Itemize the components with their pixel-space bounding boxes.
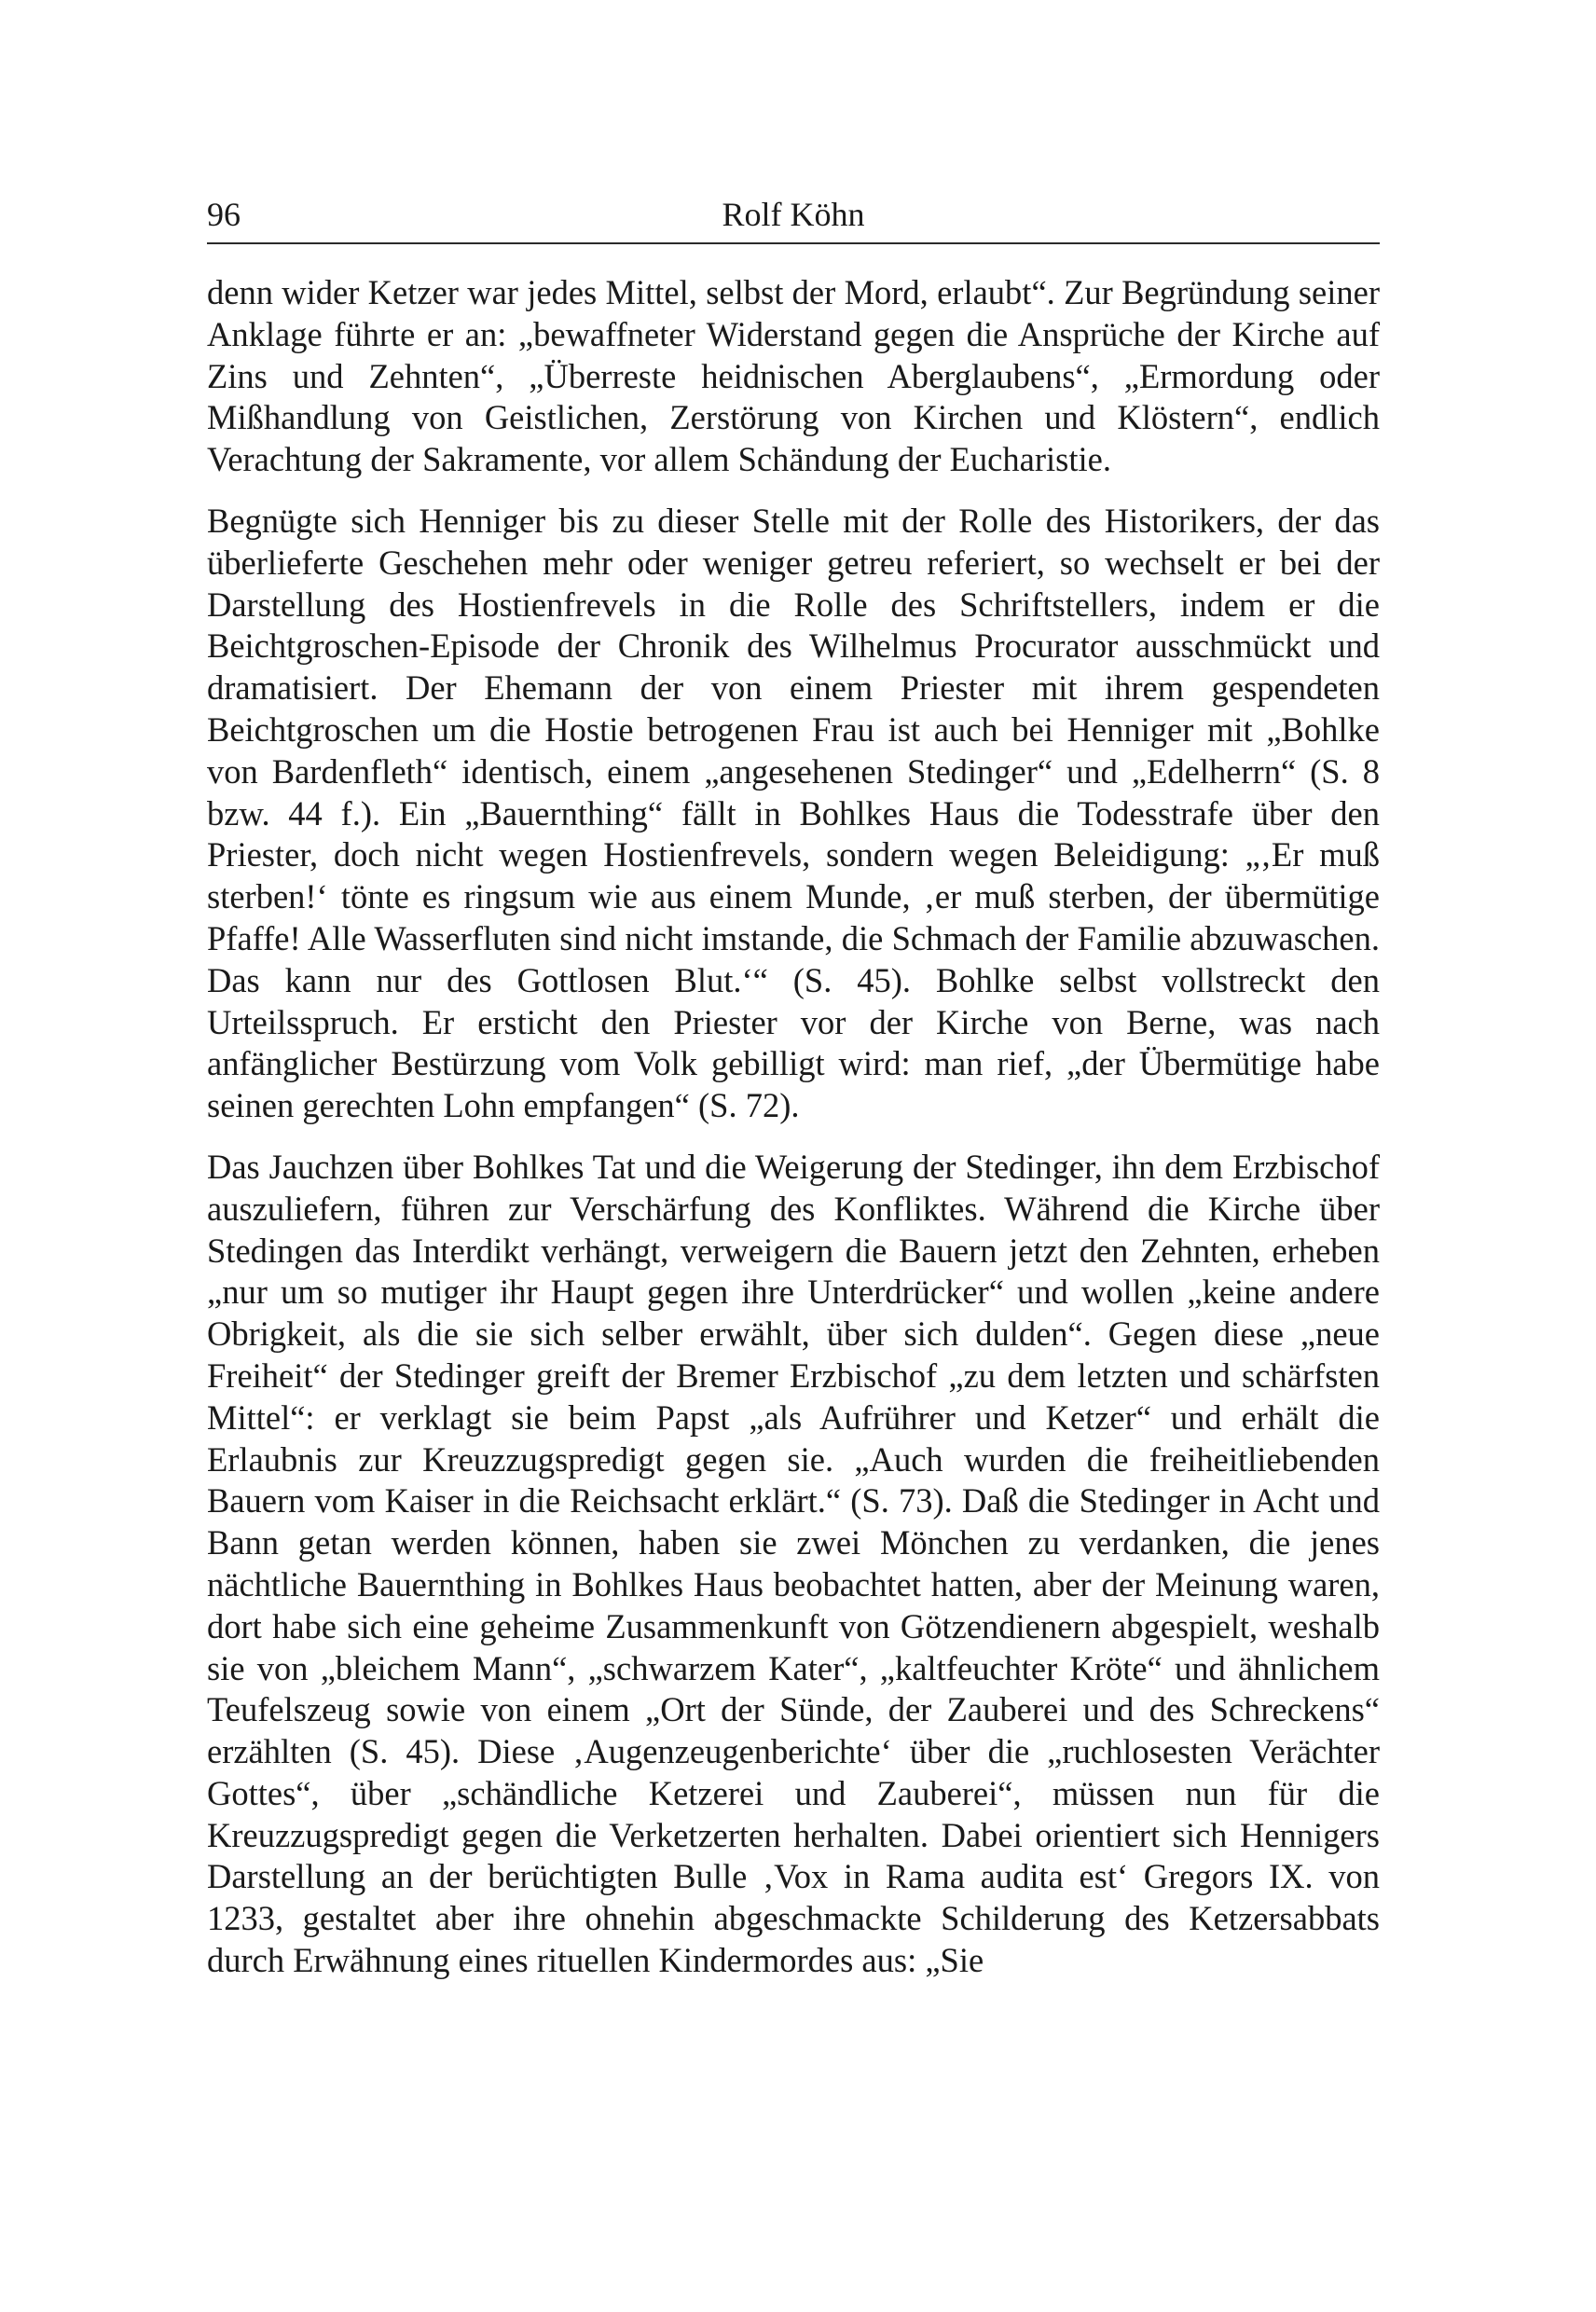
running-head xyxy=(207,186,1380,244)
running-title: Rolf Köhn xyxy=(722,196,865,233)
paragraph-1: denn wider Ketzer war jedes Mittel, selbst der Mord, erlaubt“. Zur Begründung seiner Anklage führte er an: „bewaffneter Widerstand gegen die Ansprüche der Kirche auf Zins und Zehnten“, „Überreste heidnischen Aberglaubens“, „Ermordung oder Mißhandlung von Geistlichen, Zerstörung von Kirchen und Klöstern“, endlich Verachtung der Sakramente, vor allem Schändung der Eucharistie. xyxy=(207,273,1380,479)
body-text xyxy=(207,272,1380,1982)
page-number: 96 xyxy=(207,196,241,233)
book-page xyxy=(207,186,1380,2002)
paragraph-3: Das Jauchzen über Bohlkes Tat und die Weigerung der Stedinger, ihn dem Erzbischof auszuliefern, führen zur Verschärfung des Konfliktes. Während die Kirche über Stedingen das Interdikt verhängt, verweigern die Bauern jetzt den Zehnten, erheben „nur um so mutiger ihr Haupt gegen ihre Unterdrücker“ und wollen „keine andere Obrigkeit, als die sie sich selber erwählt, über sich dulden“. Gegen diese „neue Freiheit“ der Stedinger greift der Bremer Erzbischof „zu dem letzten und schärfsten Mittel“: er verklagt sie beim Papst „als Aufrührer und Ketzer“ und erhält die Erlaubnis zur Kreuzzugspredigt gegen sie. „Auch wurden die freiheitliebenden Bauern vom Kaiser in die Reichsacht erklärt.“ (S. 73). Daß die Stedinger in Acht und Bann getan werden können, haben sie zwei Mönchen zu verdanken, die jenes nächtliche Bauernthing in Bohlkes Haus beobachtet hatten, aber der Meinung waren, dort habe sich eine geheime Zusammenkunft von Götzendienern abgespielt, weshalb sie von „bleichem Mann“, „schwarzem Kater“, „kaltfeuchter Kröte“ und ähnlichem Teufelszeug sowie von einem „Ort der Sünde, der Zauberei und des Schreckens“ erzählten (S. 45). Diese ‚Augenzeugenberichte‘ über die „ruchlosesten Verächter Gottes“, über „schändliche Ketzerei und Zauberei“, müssen nun für die Kreuzzugspredigt gegen die Verketzerten herhalten. Dabei orientiert sich Hennigers Darstellung an der berüchtigten Bulle ‚Vox in Rama audita est‘ Gregors IX. von 1233, gestaltet aber ihre ohnehin abgeschmackte Schilderung des Ketzersabbats durch Erwähnung eines rituellen Kindermordes aus: „Sie xyxy=(207,1147,1380,1980)
paragraph-2: Begnügte sich Henniger bis zu dieser Stelle mit der Rolle des Historikers, der das überlieferte Geschehen mehr oder weniger getreu referiert, so wechselt er bei der Darstellung des Hostienfrevels in die Rolle des Schriftstellers, indem er die Beichtgroschen-Episode der Chronik des Wilhelmus Procurator ausschmückt und dramatisiert. Der Ehemann der von einem Priester mit ihrem gespendeten Beichtgroschen um die Hostie betrogenen Frau ist auch bei Henniger mit „Bohlke von Bardenfleth“ identisch, einem „angesehenen Stedinger“ und „Edelherrn“ (S. 8 bzw. 44 f.). Ein „Bauernthing“ fällt in Bohlkes Haus die Todesstrafe über den Priester, doch nicht wegen Hostienfrevels, sondern wegen Beleidigung: „‚Er muß sterben!‘ tönte es ringsum wie aus einem Munde, ‚er muß sterben, der übermütige Pfaffe! Alle Wasserfluten sind nicht imstande, die Schmach der Familie abzuwaschen. Das kann nur des Gottlosen Blut.‘“ (S. 45). Bohlke selbst vollstreckt den Urteilsspruch. Er ersticht den Priester vor der Kirche von Berne, was nach anfänglicher Bestürzung vom Volk gebilligt wird: man rief, „der Übermütige habe seinen gerechten Lohn empfangen“ (S. 72). xyxy=(207,501,1380,1125)
